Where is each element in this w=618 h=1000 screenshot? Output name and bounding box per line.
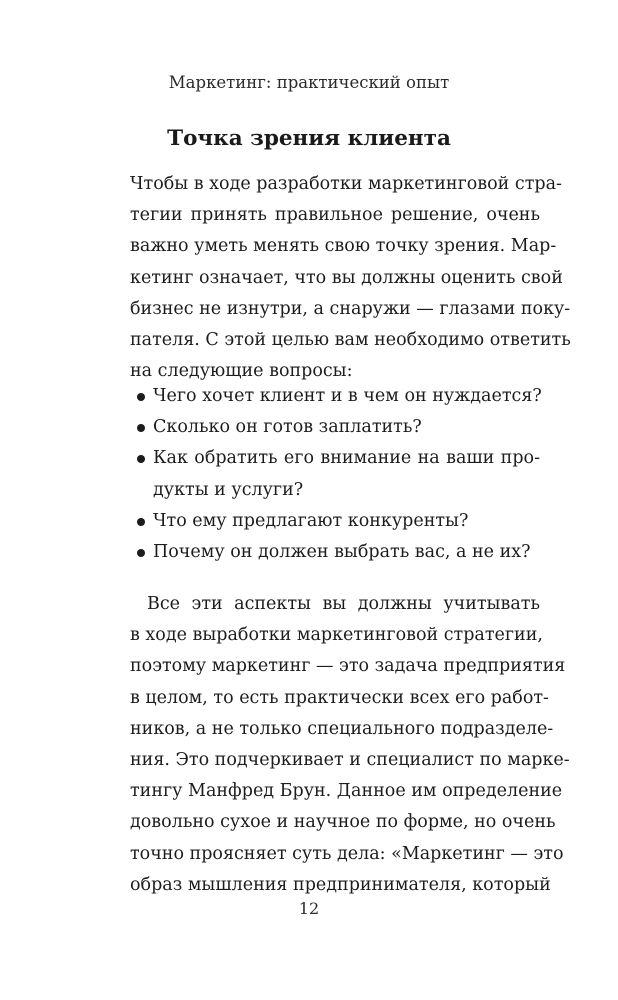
- bullet-icon: [137, 424, 145, 432]
- text-line: ников, а не только специального подразделе-: [130, 718, 554, 739]
- text-line: образ мышления предпринимателя, который: [130, 874, 551, 895]
- text-line: точно проясняет суть дела: «Маркетинг — это: [130, 843, 564, 864]
- list-item: [130, 412, 540, 443]
- text-line: поэтому маркетинг — это задача предприятия: [130, 656, 566, 677]
- list-item-text: Что ему предлагают конкуренты?: [153, 510, 469, 531]
- text-line: Чтобы в ходе разработки маркетинговой стра-: [130, 174, 562, 194]
- text-line: в ходе выработки маркетинговой стратегии,: [130, 625, 543, 646]
- list-item: [130, 537, 540, 568]
- list-item-text: Как обратить его внимание на ваши про-: [153, 448, 540, 469]
- text-line: бизнес не изнутри, а снаружи — глазами поку-: [130, 298, 571, 319]
- text-line: тингу Манфред Брун. Данное им определение: [130, 781, 563, 802]
- section-title: Точка зрения клиента: [167, 126, 451, 151]
- text-line: ния. Это подчеркивает и специалист по марке-: [130, 749, 570, 770]
- text-line: на следующие вопросы:: [130, 361, 353, 382]
- text-line: пателя. С этой целью вам необходимо ответить: [130, 329, 571, 350]
- paragraph-intro: [130, 169, 571, 387]
- list-item-text: Сколько он готов заплатить?: [153, 417, 422, 438]
- list-item: [130, 506, 540, 537]
- text-line: Все эти аспекты вы должны учитывать: [147, 594, 540, 614]
- list-item-text: Чего хочет клиент и в чем он нуждается?: [153, 386, 542, 406]
- page-number: 12: [298, 899, 320, 918]
- paragraph-body: [130, 589, 570, 901]
- text-line: довольно сухое и научное по форме, но очень: [130, 812, 556, 833]
- text-line: в целом, то есть практически всех его работ-: [130, 687, 549, 708]
- list-item: [130, 443, 540, 505]
- bullet-icon: [137, 518, 145, 526]
- bullet-icon: [137, 393, 145, 401]
- running-head: Маркетинг: практический опыт: [168, 73, 450, 92]
- list-item: [130, 381, 540, 412]
- list-item-text: дукты и услуги?: [153, 479, 304, 500]
- bullet-icon: [137, 455, 145, 463]
- text-line: важно уметь менять свою точку зрения. Мар-: [130, 236, 557, 257]
- question-list: [130, 381, 540, 568]
- bullet-icon: [137, 549, 145, 557]
- list-item-text: Почему он должен выбрать вас, а не их?: [153, 541, 531, 562]
- text-line: кетинг означает, что вы должны оценить свой: [130, 267, 563, 288]
- text-line: тегии принять правильное решение, очень: [130, 205, 540, 226]
